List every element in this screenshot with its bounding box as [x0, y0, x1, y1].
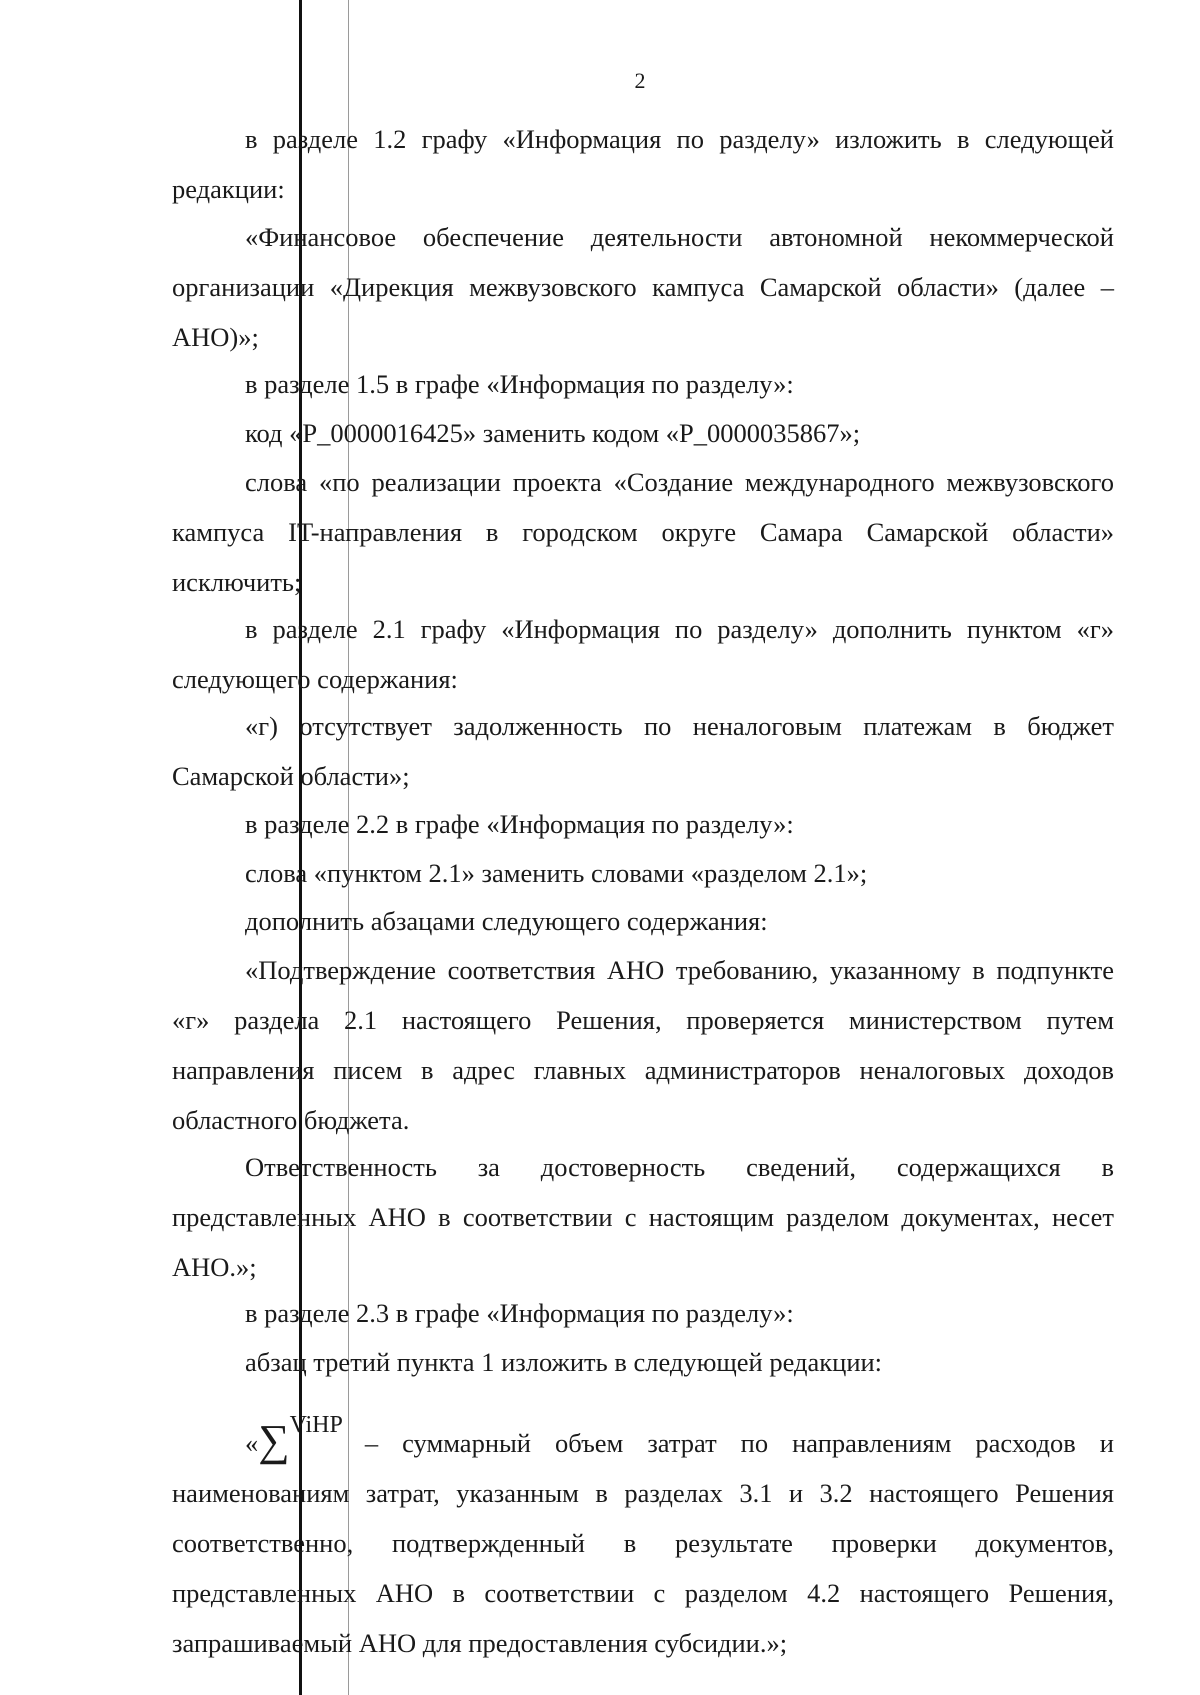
formula-paragraph	[172, 1400, 1114, 1668]
paragraph-4: код «Р_0000016425» заменить кодом «Р_0000035867»;	[245, 418, 861, 448]
formula-description: – суммарный объем затрат по направлениям расходов и наименованиям затрат, указанным в разделах 3.1 и 3.2 настоящего Решения соответственно, подтвержденный в результате проверки документов, представленных АНО в соответствии с разделом 4.2 настоящего Решения, запрашиваемый АНО для предоставления субсидии.»;	[172, 1428, 1114, 1658]
sigma-symbol: ∑	[258, 1416, 290, 1465]
paragraph-10: дополнить абзацами следующего содержания:	[245, 906, 768, 936]
paragraph-14: абзац третий пункта 1 изложить в следующей редакции:	[245, 1347, 883, 1377]
paragraph-5: слова «по реализации проекта «Создание международного межвузовского кампуса IT-направления в городском округе Самара Самарской области» исключить;	[172, 467, 1114, 597]
paragraph-7: «г) отсутствует задолженность по неналоговым платежам в бюджет Самарской области»;	[172, 711, 1114, 791]
paragraph-1: в разделе 1.2 графу «Информация по разделу» изложить в следующей редакции:	[172, 124, 1114, 204]
paragraph-11: «Подтверждение соответствия АНО требованию, указанному в подпункте «г» раздела 2.1 настоящего Решения, проверяется министерством путем направления писем в адрес главных администраторов неналоговых доходов областного бюджета.	[172, 955, 1114, 1135]
formula-open-quote: «	[245, 1428, 259, 1458]
paragraph-12: Ответственность за достоверность сведений, содержащихся в представленных АНО в соответствии с настоящим разделом документах, несет АНО.»;	[172, 1152, 1114, 1282]
paragraph-2: «Финансовое обеспечение деятельности автономной некоммерческой организации «Дирекция межвузовского кампуса Самарской области» (далее – АНО)»;	[172, 222, 1114, 352]
formula-subscript: ViНР	[289, 1412, 343, 1438]
paragraph-13: в разделе 2.3 в графе «Информация по разделу»:	[245, 1298, 794, 1328]
paragraph-3: в разделе 1.5 в графе «Информация по разделу»:	[245, 369, 794, 399]
paragraph-9: слова «пунктом 2.1» заменить словами «разделом 2.1»;	[245, 858, 868, 888]
paragraph-8: в разделе 2.2 в графе «Информация по разделу»:	[245, 809, 794, 839]
paragraph-6: в разделе 2.1 графу «Информация по разделу» дополнить пунктом «г» следующего содержания:	[172, 614, 1114, 694]
page-number: 2	[634, 68, 646, 93]
